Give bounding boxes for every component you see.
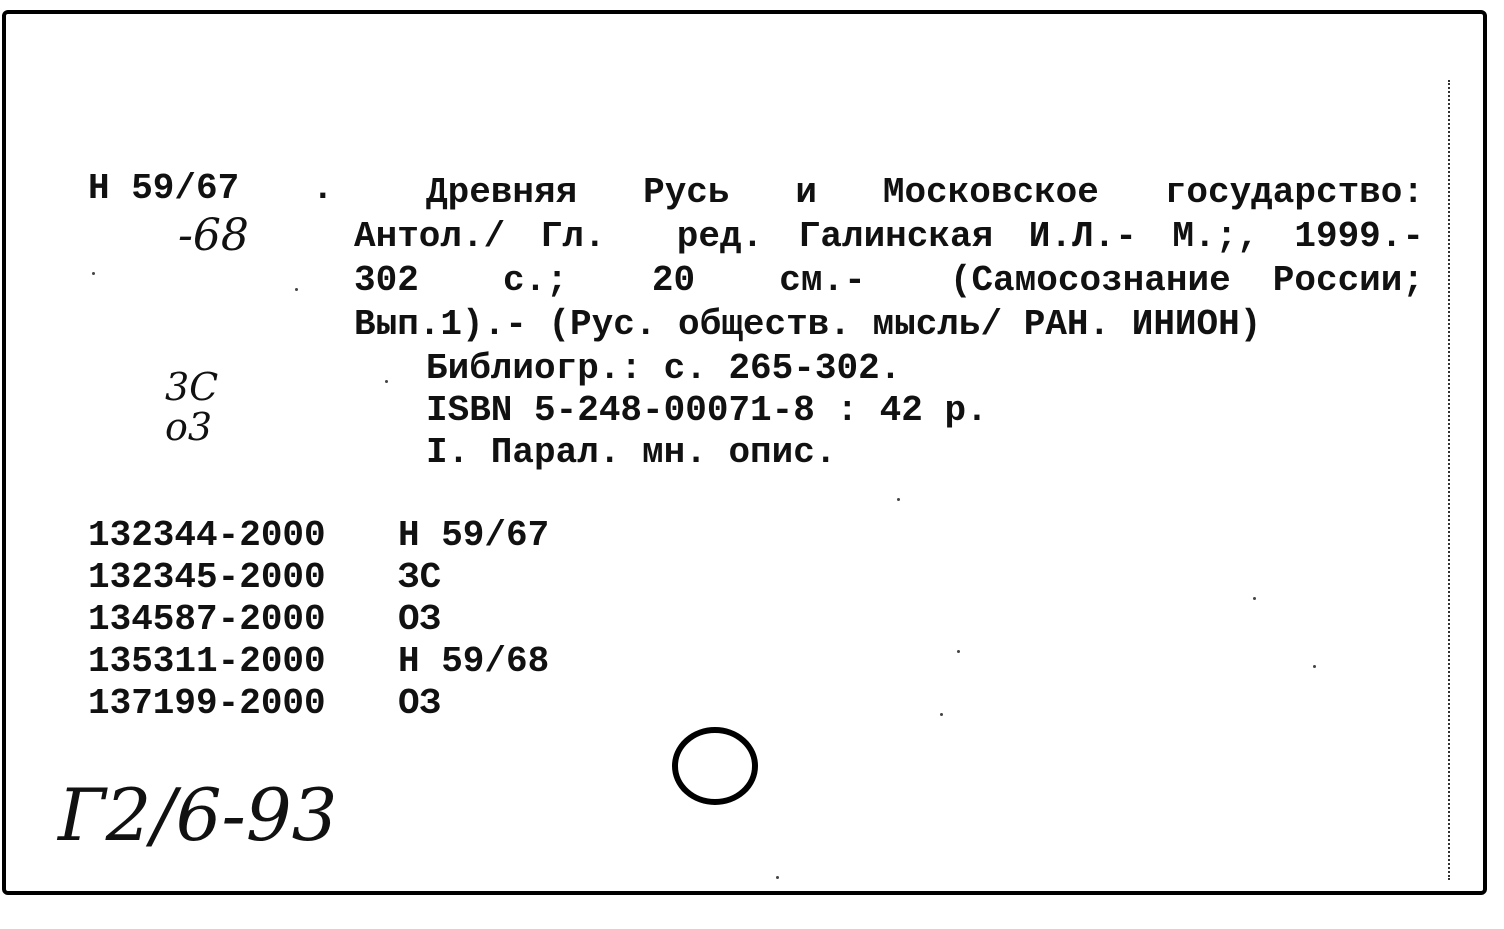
handwritten-location-2: о3: [165, 405, 213, 449]
holding-number: 135311-2000: [88, 641, 326, 682]
holding-row: [88, 641, 549, 683]
holding-row: [88, 599, 549, 641]
perforation-edge: [1448, 80, 1450, 880]
holding-number: 132345-2000: [88, 557, 326, 598]
holding-location: Н 59/68: [398, 641, 550, 682]
scan-speck: [940, 713, 943, 716]
scan-speck: [957, 650, 960, 653]
entry-title-line: Древняя Русь и Московское государство:: [426, 172, 1424, 213]
call-number-dot: .: [312, 168, 334, 209]
scan-speck: [92, 272, 95, 275]
holding-number: 137199-2000: [88, 683, 326, 724]
holdings-list: [88, 515, 549, 725]
entry-series-line: Вып.1).- (Рус. обществ. мысль/ РАН. ИНИОН): [354, 304, 1262, 345]
holding-location: Н 59/67: [398, 515, 550, 556]
punch-hole: [665, 722, 765, 812]
holding-location: ОЗ: [398, 599, 442, 640]
handwritten-call-suffix: -68: [178, 210, 249, 261]
scan-speck: [385, 380, 388, 383]
holding-row: [88, 515, 549, 557]
handwritten-footer: Г2/6-93: [58, 773, 338, 857]
holding-number: 132344-2000: [88, 515, 326, 556]
scan-speck: [1313, 665, 1316, 668]
scan-speck: [776, 876, 779, 879]
holding-row: [88, 683, 549, 725]
entry-tracing: I. Парал. мн. опис.: [426, 432, 837, 473]
entry-physical-line: 302 с.; 20 см.- (Самосознание России;: [354, 260, 1424, 301]
entry-bibliography-note: Библиогр.: с. 265-302.: [426, 348, 902, 389]
holding-location: ОЗ: [398, 683, 442, 724]
call-number: Н 59/67: [88, 168, 240, 209]
scan-speck: [295, 288, 298, 291]
scan-speck: [1253, 597, 1256, 600]
holding-location: ЗС: [398, 557, 442, 598]
entry-responsibility-line: Антол./ Гл. ред. Галинская И.Л.- М.;, 1999.-: [354, 216, 1424, 257]
scan-speck: [897, 498, 900, 501]
holding-number: 134587-2000: [88, 599, 326, 640]
handwritten-location-1: 3С: [165, 365, 219, 409]
holding-row: [88, 557, 549, 599]
entry-isbn-price: ISBN 5-248-00071-8 : 42 р.: [426, 390, 988, 431]
